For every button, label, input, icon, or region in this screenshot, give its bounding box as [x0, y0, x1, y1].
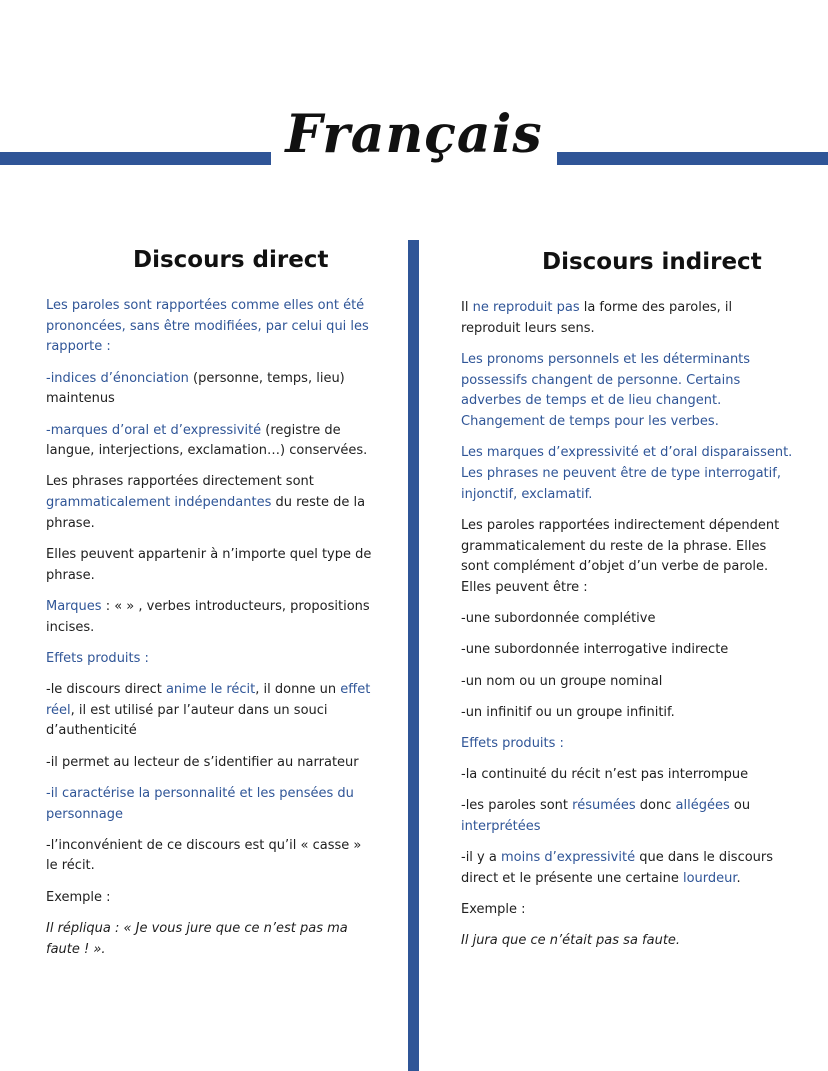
text-highlight: ne reproduit pas: [472, 300, 580, 315]
left-example: Il répliqua : « Je vous jure que ce n’est pas ma faute ! ».: [46, 920, 348, 957]
left-paragraph: [46, 472, 374, 534]
right-paragraph: Les pronoms personnels et les déterminants possessifs changent de personne. Certains adverbes de temps et de lieu changent. Changement de temps pour les verbes.: [461, 351, 751, 430]
left-paragraph: -il permet au lecteur de s’identifier au narrateur: [46, 754, 359, 770]
text-run: que dans le discours direct et le présente une certaine: [461, 850, 774, 886]
text-highlight: résumées: [572, 798, 636, 814]
right-paragraph: Les paroles rapportées indirectement dépendent grammaticalement du reste de la phrase. Elles sont complément d’objet d’un verbe de parole. Elles peuvent être :: [461, 517, 780, 595]
text-highlight: lourdeur: [682, 870, 737, 886]
text-highlight: allégées: [675, 798, 730, 814]
text-run: (registre de langue, interjections, exclamation…) conservées.: [46, 422, 368, 459]
text-run: -les paroles sont: [461, 798, 573, 814]
text-run: , il donne un: [255, 682, 341, 698]
left-paragraph: -l’inconvénient de ce discours est qu’il « casse » le récit.: [46, 837, 362, 874]
left-column: [46, 244, 374, 971]
left-paragraph: [46, 421, 374, 462]
right-subheading: Effets produits :: [461, 735, 564, 751]
left-paragraph: [46, 680, 374, 742]
left-example-label: Exemple :: [46, 889, 111, 905]
right-paragraph: [461, 298, 793, 339]
text-highlight: anime le récit: [165, 682, 256, 698]
left-paragraph: Elles peuvent appartenir à n’importe quel type de phrase.: [46, 547, 372, 583]
left-paragraph: -il caractérise la personnalité et les pensées du personnage: [46, 785, 354, 822]
text-run: donc: [635, 798, 676, 814]
text-run: Les phrases rapportées directement sont: [46, 474, 314, 490]
text-run: , il est utilisé par l’auteur dans un souci d’authenticité: [46, 702, 328, 739]
text-highlight: -indices d’énonciation: [46, 370, 189, 386]
text-run: -il y a: [461, 850, 501, 866]
right-paragraph: -la continuité du récit n’est pas interrompue: [461, 767, 749, 783]
text-highlight: effet réel: [46, 682, 371, 718]
text-run: du reste de la phrase.: [46, 495, 366, 531]
right-paragraph: -une subordonnée interrogative indirecte: [461, 642, 729, 658]
text-highlight: grammaticalement indépendantes: [46, 495, 272, 511]
right-column: [461, 244, 793, 963]
page-title: Français: [271, 96, 556, 174]
text-highlight: Marques: [46, 598, 102, 614]
right-paragraph: [461, 796, 793, 837]
right-heading: Discours indirect: [542, 249, 762, 275]
text-highlight: moins d’expressivité: [500, 850, 636, 866]
text-run: (personne, temps, lieu) maintenus: [46, 370, 345, 407]
left-paragraph: [46, 369, 374, 410]
right-paragraph: -un nom ou un groupe nominal: [461, 673, 663, 689]
text-run: la forme des paroles, il reproduit leurs sens.: [461, 300, 733, 336]
right-paragraph: [461, 848, 793, 889]
text-run: ou: [729, 798, 751, 814]
text-highlight: -marques d’oral et d’expressivité: [46, 422, 262, 438]
text-highlight: interprétées: [461, 819, 541, 835]
left-heading: Discours direct: [133, 247, 329, 273]
left-paragraph: Les paroles sont rapportées comme elles ont été prononcées, sans être modifiées, par celui qui les rapporte :: [46, 298, 369, 355]
text-run: -le discours direct: [46, 682, 166, 698]
text-run: : « » , verbes introducteurs, propositions incises.: [46, 598, 370, 635]
right-example-label: Exemple :: [461, 902, 526, 918]
right-paragraph: -un infinitif ou un groupe infinitif.: [461, 704, 675, 720]
left-subheading: Effets produits :: [46, 650, 149, 666]
text-run: .: [736, 870, 741, 886]
right-example: Il jura que ce n’était pas sa faute.: [461, 933, 681, 949]
right-paragraph: -une subordonnée complétive: [461, 611, 656, 627]
right-paragraph: Les marques d’expressivité et d’oral disparaissent. Les phrases ne peuvent être de type interrogatif, injonctif, exclamatif.: [461, 445, 793, 502]
title-wrap: [0, 96, 828, 174]
text-run: Il: [461, 300, 473, 315]
column-divider: [408, 240, 419, 1071]
left-paragraph: [46, 597, 374, 638]
